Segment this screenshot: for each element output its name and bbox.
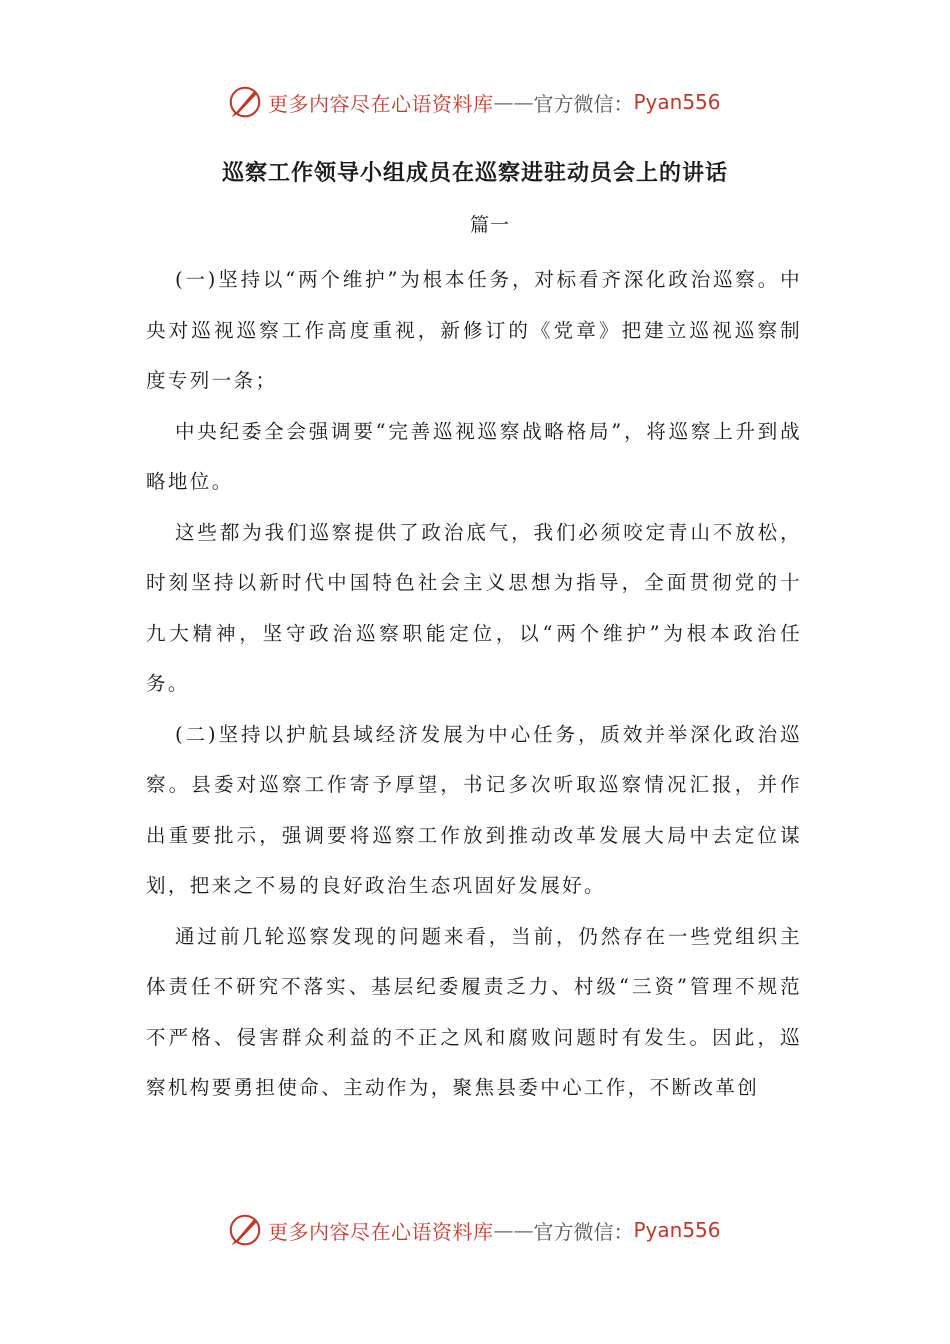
footer-banner [0,1210,950,1250]
header-banner [0,82,950,122]
document-body [146,255,802,1114]
document-title: 巡察工作领导小组成员在巡察进驻动员会上的讲话 [221,161,728,186]
banner-official-label: 官方微信： [533,91,634,116]
banner-dash: —— [493,90,534,114]
paragraph: (一)坚持以“两个维护”为根本任务，对标看齐深化政治巡察。中央对巡视巡察工作高度重视，新修订的《党章》把建立巡视巡察制度专列一条； [146,268,802,392]
section-heading: 篇一 [469,214,510,236]
banner-slogan: 更多内容尽在心语资料库 [268,1219,494,1244]
paragraph: 通过前几轮巡察发现的问题来看，当前，仍然存在一些党组织主体责任不研究不落实、基层纪委履责乏力、村级“三资”管理不规范不严格、侵害群众利益的不正之风和腐败问题时有发生。因此，巡察机构要勇担使命、主动作为，聚焦县委中心工作，不断改革创 [146,924,802,1099]
banner-wechat-id: Pyan556 [633,1218,721,1242]
paragraph: (二)坚持以护航县域经济发展为中心任务，质效并举深化政治巡察。县委对巡察工作寄予厚望，书记多次听取巡察情况汇报，并作出重要批示，强调要将巡察工作放到推动改革发展大局中去定位谋划，把来之不易的良好政治生态巩固好发展好。 [146,722,802,897]
quill-logo-icon [226,1211,264,1249]
paragraph: 这些都为我们巡察提供了政治底气，我们必须咬定青山不放松，时刻坚持以新时代中国特色社会主义思想为指导，全面贯彻党的十九大精神，坚守政治巡察职能定位，以“两个维护”为根本政治任务。 [146,520,802,695]
banner-slogan: 更多内容尽在心语资料库 [268,91,494,116]
quill-logo-icon [226,83,264,121]
banner-dash: —— [493,1218,534,1242]
banner-official-label: 官方微信： [533,1219,634,1244]
banner-wechat-id: Pyan556 [633,90,721,114]
paragraph: 中央纪委全会强调要“完善巡视巡察战略格局”，将巡察上升到战略地位。 [146,419,802,493]
